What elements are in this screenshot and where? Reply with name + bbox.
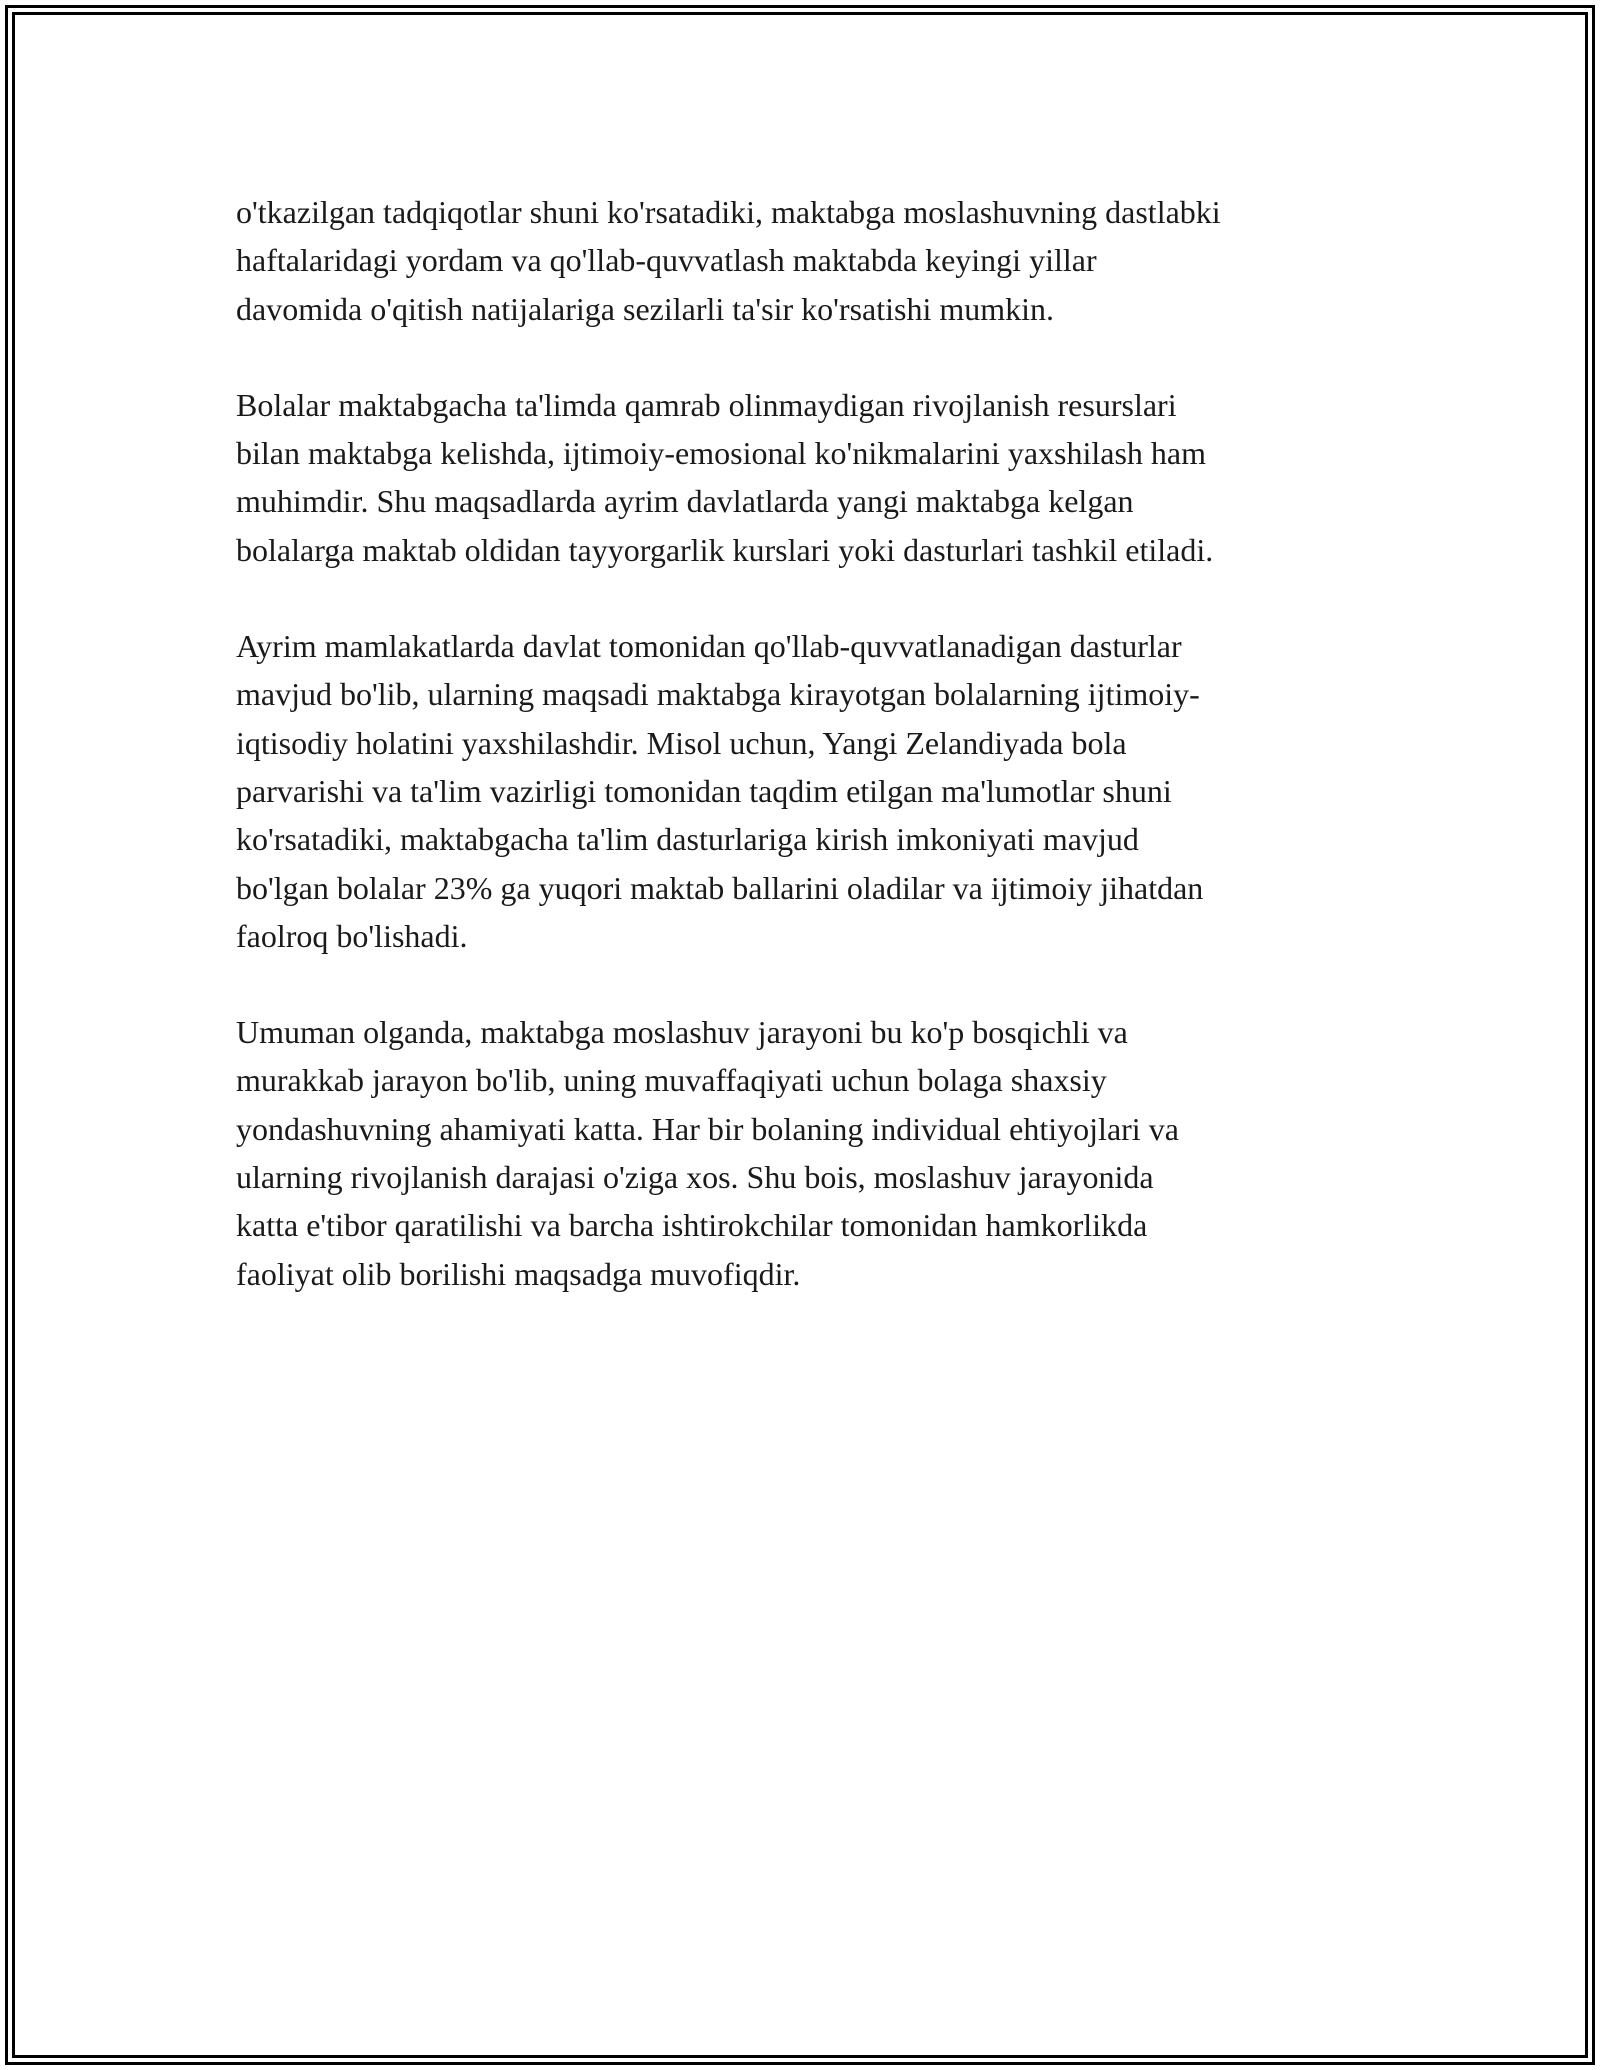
text-line: murakkab jarayon bo'lib, uning muvaffaqiyati uchun bolaga shaxsiy — [236, 1062, 1107, 1099]
text-line: mavjud bo'lib, ularning maqsadi maktabga kirayotgan bolalarning ijtimoiy- — [236, 676, 1200, 713]
text-line: katta e'tibor qaratilishi va barcha ishtirokchilar tomonidan hamkorlikda — [236, 1207, 1148, 1244]
text-line: iqtisodiy holatini yaxshilashdir. Misol uchun, Yangi Zelandiyada bola — [236, 724, 1127, 761]
paragraph-4 — [236, 1008, 1376, 1298]
paragraph-1 — [236, 188, 1376, 333]
text-line: Umuman olganda, maktabga moslashuv jarayoni bu ko'p bosqichli va — [236, 1014, 1128, 1051]
text-line: Bolalar maktabgacha ta'limda qamrab olinmaydigan rivojlanish resurslari — [236, 386, 1177, 423]
paragraph-3 — [236, 622, 1376, 960]
text-line: yondashuvning ahamiyati katta. Har bir bolaning individual ehtiyojlari va — [236, 1110, 1179, 1147]
text-line: bo'lgan bolalar 23% ga yuqori maktab ballarini oladilar va ijtimoiy jihatdan — [236, 869, 1204, 906]
text-line: bilan maktabga kelishda, ijtimoiy-emosional ko'nikmalarini yaxshilash ham — [236, 435, 1207, 472]
text-line: muhimdir. Shu maqsadlarda ayrim davlatlarda yangi maktabga kelgan — [236, 483, 1134, 520]
text-line: davomida o'qitish natijalariga sezilarli ta'sir ko'rsatishi mumkin. — [236, 290, 1055, 327]
paragraph-2 — [236, 381, 1376, 574]
text-line: haftalaridagi yordam va qo'llab-quvvatlash maktabda keyingi yillar — [236, 242, 1097, 279]
text-line: o'tkazilgan tadqiqotlar shuni ko'rsatadiki, maktabga moslashuvning dastlabki — [236, 194, 1221, 230]
text-line: faoliyat olib borilishi maqsadga muvofiqdir. — [236, 1255, 801, 1292]
text-line: bolalarga maktab oldidan tayyorgarlik kurslari yoki dasturlari tashkil etiladi. — [236, 531, 1214, 568]
text-line: ko'rsatadiki, maktabgacha ta'lim dasturlariga kirish imkoniyati mavjud — [236, 821, 1139, 858]
text-line: parvarishi va ta'lim vazirligi tomonidan taqdim etilgan ma'lumotlar shuni — [236, 772, 1172, 809]
text-line: ularning rivojlanish darajasi o'ziga xos. Shu bois, moslashuv jarayonida — [236, 1159, 1154, 1196]
text-line: faolroq bo'lishadi. — [236, 917, 468, 954]
document-body — [236, 188, 1376, 1346]
text-line: Ayrim mamlakatlarda davlat tomonidan qo'llab-quvvatlanadigan dasturlar — [236, 628, 1182, 665]
